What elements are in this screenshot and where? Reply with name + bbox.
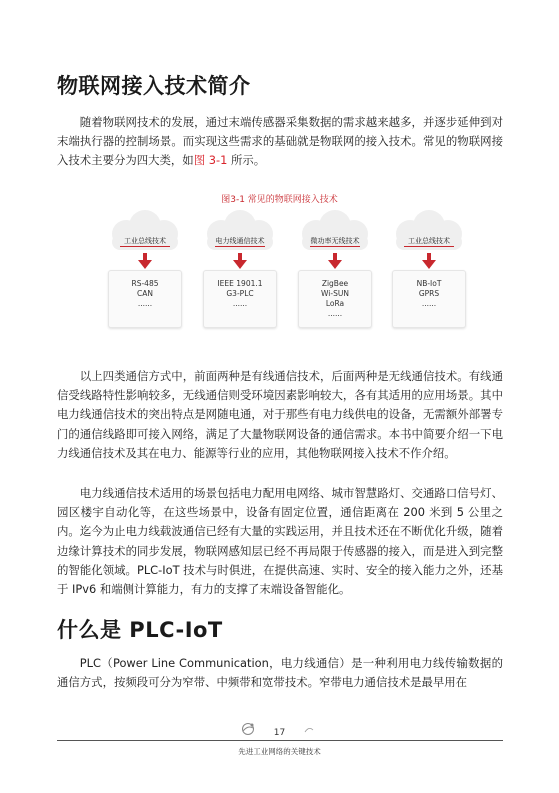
cloud-icon (386, 210, 472, 254)
tech-list-box (392, 270, 466, 328)
cloud-icon (102, 210, 188, 254)
tech-name: ...... (421, 299, 437, 308)
tech-name: IEEE 1901.1 (217, 279, 263, 288)
down-arrow-icon (326, 252, 344, 270)
section-title-iot-access: 物联网接入技术简介 (57, 74, 251, 98)
down-arrow-icon (231, 252, 249, 270)
tech-category-label: 工业总线技术 (408, 237, 450, 245)
down-arrow-icon (420, 252, 438, 270)
tech-name: GPRS (418, 289, 440, 298)
tech-list-box (203, 270, 277, 328)
figure-item (197, 210, 283, 330)
tech-name: ...... (327, 309, 343, 318)
category-underline (310, 246, 360, 247)
tech-category-label: 微功率无线技术 (310, 237, 360, 245)
tech-name: NB-IoT (416, 279, 442, 288)
tech-name: G3-PLC (226, 289, 254, 298)
figure-reference-link[interactable]: 图 3-1 (193, 153, 228, 168)
tech-name: CAN (137, 289, 153, 298)
figure-item (292, 210, 378, 330)
tech-name: Wi-SUN (321, 289, 349, 298)
section-title-plc-iot: 什么是 PLC-IoT (57, 618, 223, 642)
category-underline (120, 246, 170, 247)
tech-list-box (108, 270, 182, 328)
tech-category-label: 电力线通信技术 (215, 237, 265, 245)
cloud-icon (197, 210, 283, 254)
tech-name: ZigBee (321, 279, 349, 288)
intro-text-after: 所示。 (227, 153, 266, 168)
category-underline (404, 246, 454, 247)
figure-item (102, 210, 188, 330)
figure-caption: 图3-1 常见的物联网接入技术 (221, 195, 338, 205)
figure-item (386, 210, 472, 330)
footer-ornament-icon (304, 726, 314, 734)
down-arrow-icon (136, 252, 154, 270)
category-underline (215, 246, 265, 247)
cloud-icon (292, 210, 378, 254)
intro-text-before: 随着物联网技术的发展，通过末端传感器采集数据的需求越来越多，并逐步延伸到对末端执行器的控制场景。而实现这些需求的基础就是物联网的接入技术。常见的物联网接入技术主要分为四大类，如 (57, 115, 503, 168)
paragraph-plc-definition: PLC（Power Line Communication，电力线通信）是一种利用电力线传输数据的通信方式，按频段可分为窄带、中频带和宽带技术。窄带电力通信技术是最早用在 (57, 656, 503, 690)
footer-book-title: 先进工业网络的关键技术 (238, 747, 321, 756)
tech-name: ...... (137, 299, 153, 308)
paragraph-comparison: 以上四类通信方式中，前面两种是有线通信技术，后面两种是无线通信技术。有线通信受线路特性影响较多，无线通信则受环境因素影响较大，各有其适用的应用场景。其中电力线通信技术的突出特点是网随电通，对于那些有电力线供电的设备，无需额外部署专门的通信线路即可接入网络，满足了大量物联网设备的通信需求。本书中简要介绍一下电力线通信技术及其在电力、能源等行业的应用，其他物联网接入技术不作介绍。 (57, 369, 503, 460)
tech-name: LoRa (325, 299, 345, 308)
footer-divider (57, 740, 503, 741)
tech-list-box (298, 270, 372, 328)
tech-name: ...... (232, 299, 248, 308)
page-number: 17 (273, 728, 286, 738)
paragraph-plc-scenarios: 电力线通信技术适用的场景包括电力配用电网络、城市智慧路灯、交通路口信号灯、园区楼宇自动化等，在这些场景中，设备有固定位置，通信距离在 200 米到 5 公里之内。迄今为止电力线载波通信已经有大量的实践运用，并且技术还在不断优化升级，随着边缘计算技术的同步发展，物联网感知层已经不再局限于传感器的接入，而是进入到完整的智能化领域。PLC-IoT 技术与时俱进，在提供高速、实时、安全的接入能力之外，还基于 IPv6 和端侧计算能力，有力的支撑了末端设备智能化。 (57, 486, 503, 597)
tech-category-label: 工业总线技术 (124, 237, 166, 245)
tech-name: RS-485 (131, 279, 159, 288)
intro-paragraph (57, 113, 503, 171)
